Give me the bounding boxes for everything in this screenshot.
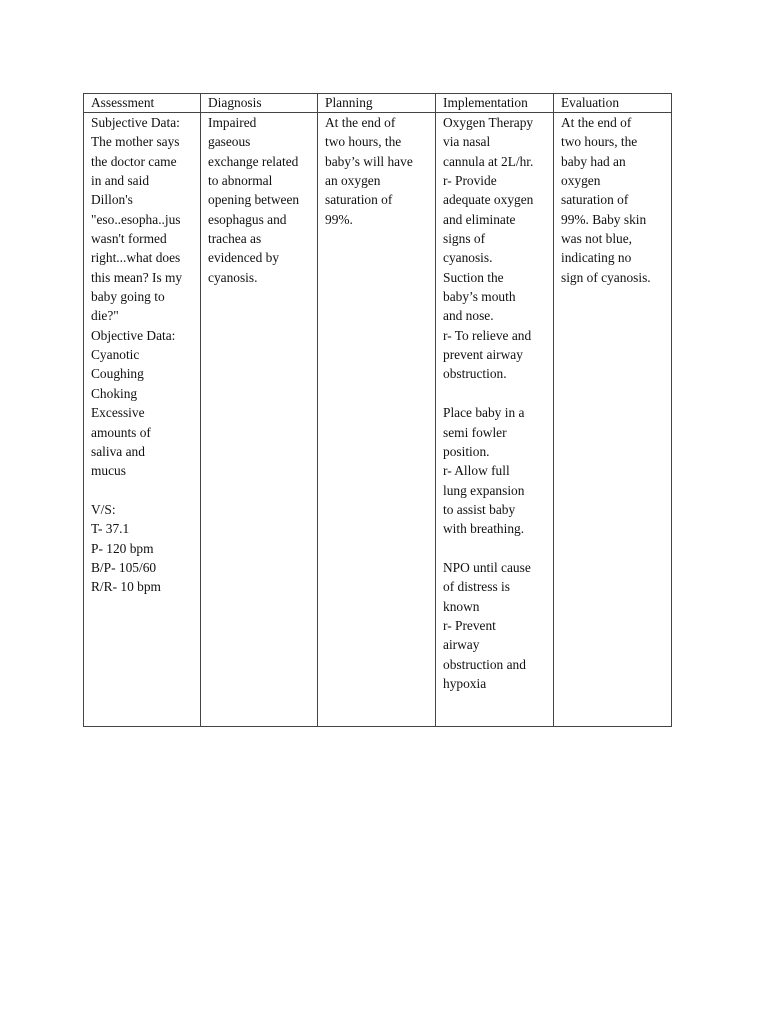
- cell-text-line: saliva and: [91, 443, 145, 459]
- cell-text-line: esophagus and: [208, 211, 287, 227]
- cell-text-line: The mother says: [91, 134, 180, 150]
- cell-text-line: Oxygen Therapy: [443, 115, 534, 130]
- cell-text-line: Place baby in a: [443, 405, 525, 421]
- cell-text-line: exchange related: [208, 153, 299, 169]
- cell-text-line: [443, 539, 550, 558]
- header-evaluation: Evaluation: [554, 94, 672, 113]
- cell-text-line: obstruction and: [443, 656, 526, 672]
- cell-text-line: lung expansion: [443, 482, 525, 498]
- cell-text-line: P- 120 bpm: [91, 540, 154, 556]
- header-diagnosis: Diagnosis: [201, 94, 318, 113]
- cell-text-line: gaseous: [208, 134, 251, 150]
- header-assessment: Assessment: [84, 94, 201, 113]
- cell-text-line: 99%. Baby skin: [561, 211, 647, 227]
- cell-text-line: with breathing.: [443, 521, 525, 537]
- cell-text-line: baby’s mouth: [443, 289, 516, 305]
- cell-text-line: cyanosis.: [208, 269, 258, 285]
- cell-text-line: "eso..esopha..jus: [91, 211, 181, 227]
- cell-text-line: and eliminate: [443, 211, 516, 227]
- cell-text-line: B/P- 105/60: [91, 559, 157, 575]
- cell-text-line: Coughing: [91, 366, 144, 382]
- cell-text-line: saturation of: [325, 192, 393, 208]
- cell-text-line: sign of cyanosis.: [561, 269, 651, 285]
- cell-text-line: At the end of: [561, 115, 632, 130]
- cell-text-line: to abnormal: [208, 173, 273, 189]
- cell-text-line: At the end of: [325, 115, 396, 130]
- cell-text-line: two hours, the: [325, 134, 402, 150]
- cell-text-line: in and said: [91, 173, 150, 189]
- cell-text-line: NPO until cause: [443, 559, 531, 575]
- header-planning: Planning: [318, 94, 436, 113]
- table-row: [84, 113, 672, 727]
- cell-text-line: signs of: [443, 231, 486, 247]
- cell-text-line: semi fowler: [443, 424, 507, 440]
- cell-text-line: Choking: [91, 385, 138, 401]
- cell-text-line: hypoxia: [443, 675, 487, 691]
- cell-text-line: T- 37.1: [91, 521, 130, 537]
- cell-text-line: Cyanotic: [91, 347, 140, 363]
- cell-text-line: r- Allow full: [443, 463, 510, 479]
- cell-text-line: an oxygen: [325, 173, 381, 189]
- cell-text-line: Objective Data:: [91, 327, 176, 343]
- cell-text-line: indicating no: [561, 250, 632, 266]
- header-row: [84, 94, 672, 113]
- cell-text-line: die?": [91, 308, 119, 324]
- cell-text-line: baby going to: [91, 289, 165, 305]
- cell-text-line: [443, 384, 550, 403]
- cell-planning: [318, 113, 436, 727]
- cell-text-line: prevent airway: [443, 347, 523, 363]
- cell-text-line: wasn't formed: [91, 231, 167, 247]
- cell-text-line: Dillon's: [91, 192, 133, 208]
- cell-text-line: and nose.: [443, 308, 494, 324]
- cell-assessment: [84, 113, 201, 727]
- cell-text-line: cannula at 2L/hr.: [443, 153, 534, 169]
- cell-text-line: mucus: [91, 463, 126, 479]
- cell-text-line: was not blue,: [561, 231, 633, 247]
- cell-text-line: Excessive: [91, 405, 145, 421]
- cell-text-line: cyanosis.: [443, 250, 493, 266]
- cell-text-line: Suction the: [443, 269, 504, 285]
- cell-text-line: obstruction.: [443, 366, 507, 382]
- cell-text-line: of distress is: [443, 579, 510, 595]
- cell-text-line: adequate oxygen: [443, 192, 534, 208]
- cell-text-line: 99%.: [325, 211, 353, 227]
- cell-text-line: baby had an: [561, 153, 626, 169]
- cell-evaluation: [554, 113, 672, 727]
- cell-text-line: amounts of: [91, 424, 151, 440]
- cell-text-line: Impaired: [208, 115, 257, 130]
- cell-implementation: [436, 113, 554, 727]
- cell-text-line: r- Provide: [443, 173, 497, 189]
- cell-text-line: trachea as: [208, 231, 262, 247]
- header-implementation: Implementation: [436, 94, 554, 113]
- cell-diagnosis: [201, 113, 318, 727]
- cell-text-line: V/S:: [91, 501, 116, 517]
- cell-text-line: this mean? Is my: [91, 269, 183, 285]
- cell-text-line: r- Prevent: [443, 617, 496, 633]
- cell-text-line: [91, 481, 197, 500]
- cell-text-line: right...what does: [91, 250, 181, 266]
- cell-text-line: Subjective Data:: [91, 115, 180, 130]
- cell-text-line: two hours, the: [561, 134, 638, 150]
- cell-text-line: R/R- 10 bpm: [91, 579, 161, 595]
- cell-text-line: to assist baby: [443, 501, 516, 517]
- cell-text-line: oxygen: [561, 173, 601, 189]
- cell-text-line: baby’s will have: [325, 153, 413, 169]
- cell-text-line: airway: [443, 637, 480, 653]
- nursing-care-plan-table: [83, 93, 672, 727]
- cell-text-line: the doctor came: [91, 153, 177, 169]
- cell-text-line: evidenced by: [208, 250, 280, 266]
- cell-text-line: opening between: [208, 192, 300, 208]
- cell-text-line: saturation of: [561, 192, 629, 208]
- cell-text-line: r- To relieve and: [443, 327, 532, 343]
- cell-text-line: via nasal: [443, 134, 491, 150]
- cell-text-line: known: [443, 598, 480, 614]
- cell-text-line: position.: [443, 443, 490, 459]
